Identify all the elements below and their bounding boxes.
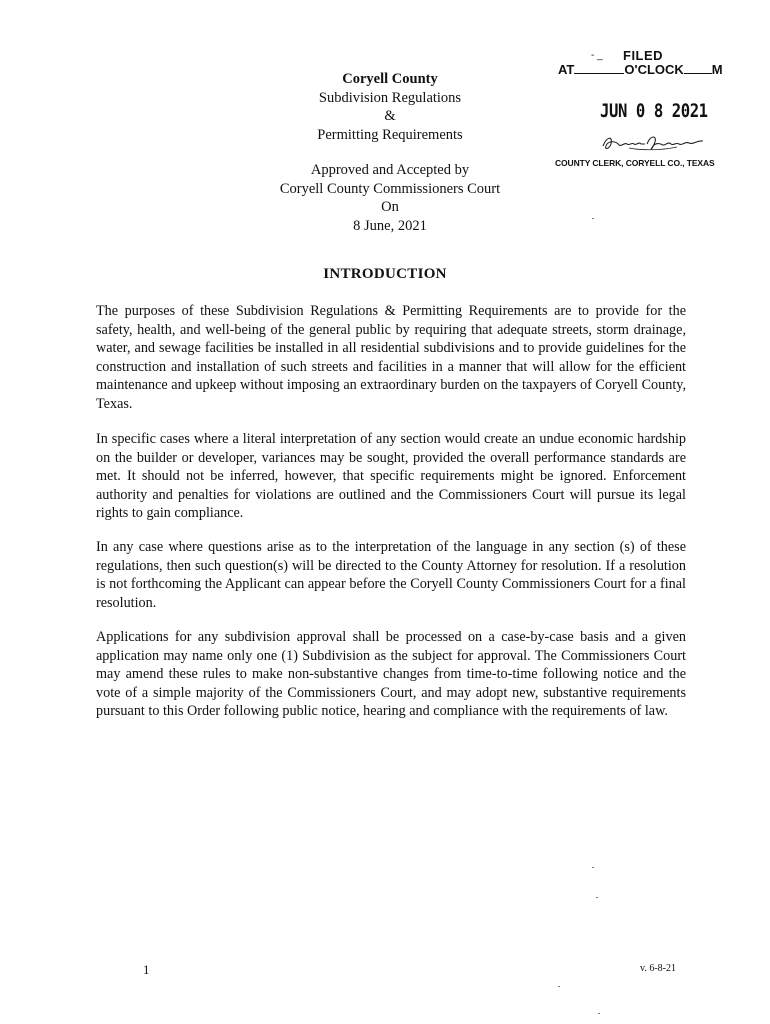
approval-line-3: On — [381, 199, 399, 215]
title-line-permitting: Permitting Requirements — [317, 126, 463, 143]
scan-speck — [558, 986, 560, 987]
stamp-clerk-label: COUNTY CLERK, CORYELL CO., TEXAS — [555, 158, 715, 168]
stamp-blank-hour — [574, 62, 624, 74]
stamp-filed-label: FILED — [623, 48, 664, 63]
paragraph-purpose: The purposes of these Subdivision Regulations & Permitting Requirements are to provide for the safety, health, and well-being of the general public by requiring that adequate streets, storm drainage, water, and sewage facilities be installed in all residential subdivisions and to provide guidelines for the construction and installation of such streets and facilities in a manner that will allow for the efficient maintenance and upkeep without imposing an extraordinary burden on the taxpayers of Coryell County, Texas. — [96, 303, 686, 412]
scan-speck — [592, 218, 594, 219]
document-title-block — [270, 70, 510, 144]
approval-line-1: Approved and Accepted by — [310, 162, 470, 178]
scan-speck — [598, 1013, 600, 1014]
paragraph-interpretation: In any case where questions arise as to the interpretation of the language in any section (s) of these regulations, then such question(s) will be directed to the County Attorney for resolution. If a resolution is not forthcoming the Applicant can appear before the Coryell County Commissioners Court for a final resolution. — [96, 539, 686, 611]
title-line-regulations: Subdivision Regulations — [318, 89, 462, 106]
stamp-m-label: M — [711, 62, 723, 77]
stamp-at-label: AT — [558, 62, 575, 77]
stamp-oclock-label: O'CLOCK — [624, 62, 684, 77]
stamp-date: JUN 0 8 2021 — [600, 100, 708, 122]
page-number: 1 — [143, 962, 150, 977]
stamp-blank-meridiem — [684, 62, 712, 74]
paragraph-variances: In specific cases where a literal interpretation of any section would create an undue economic hardship on the builder or developer, variances may be sought, provided the overall performance standards are met. It should not be inferred, however, that specific requirements might be ignored. Enforcement authority and penalties for violations are outlined and the Commissioners Court will pursue its legal rights to gain compliance. — [96, 431, 686, 522]
paragraph-applications: Applications for any subdivision approval shall be processed on a case-by-case basis and a given application may name only one (1) Subdivision as the subject for approval. The Commissioners Court may amend these rules to make non-substantive changes from time-to-time following notice and the vote of a simple majority of the Commissioners Court, and may adopt new, substantive requirements pursuant to this Order following public notice, hearing and compliance with the requirements of law. — [96, 629, 686, 720]
section-heading: INTRODUCTION — [323, 266, 447, 282]
scan-speck — [592, 867, 594, 868]
scan-speck — [596, 897, 598, 898]
approval-date: 8 June, 2021 — [353, 217, 427, 234]
title-line-ampersand: & — [384, 108, 396, 124]
county-name: Coryell County — [342, 71, 438, 87]
stamp-time-line — [558, 62, 723, 77]
approval-line-2: Coryell County Commissioners Court — [279, 180, 501, 197]
stamp-mark: - _ — [591, 50, 603, 61]
clerk-signature-icon — [599, 132, 709, 154]
version-label: v. 6-8-21 — [640, 963, 677, 974]
approval-block — [250, 161, 530, 235]
